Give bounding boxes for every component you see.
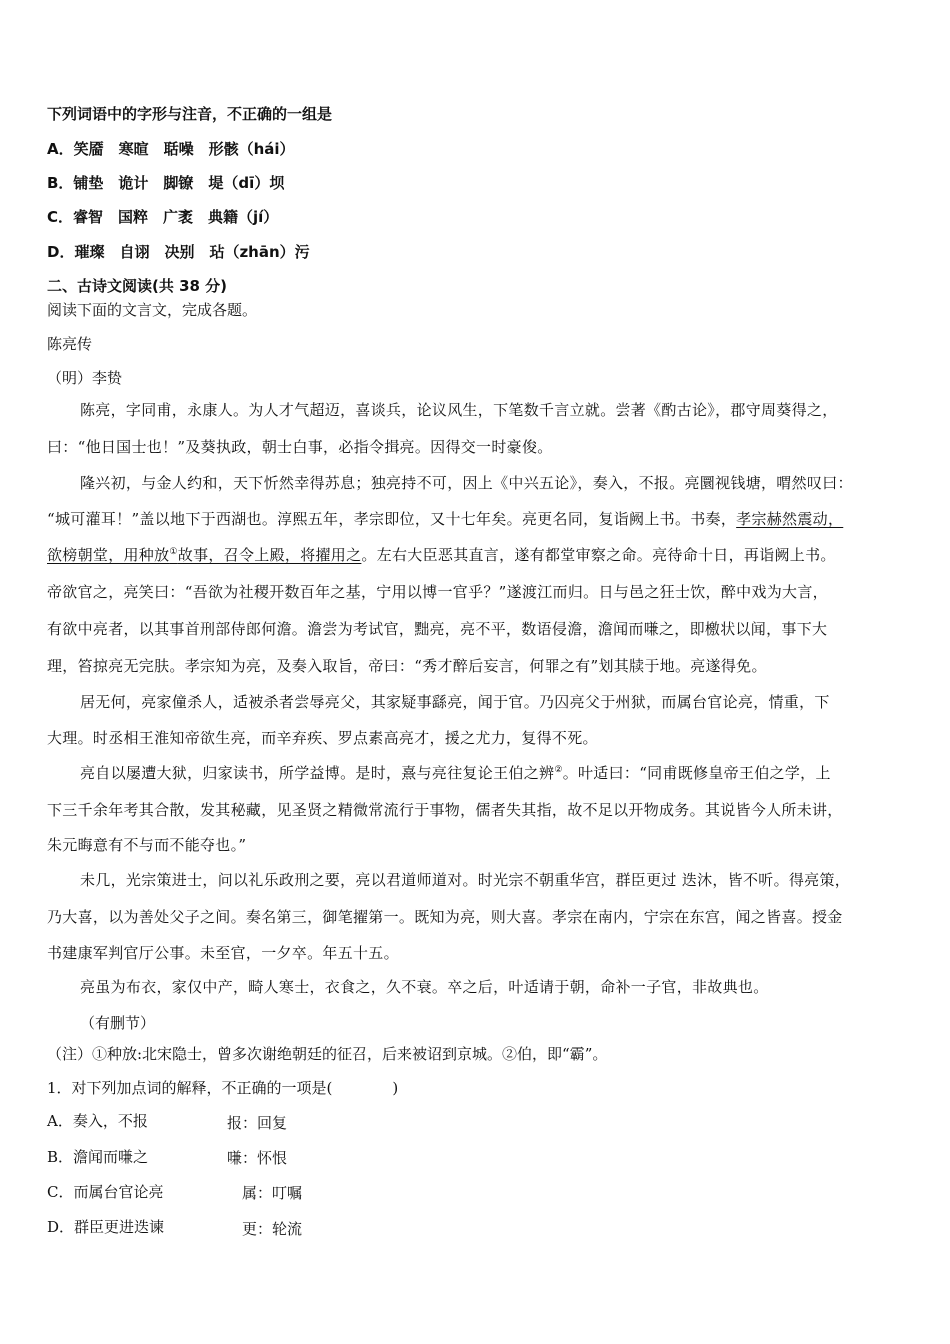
option-a: A．奏入，不报 xyxy=(47,1112,148,1130)
passage-line: 有欲中亮者，以其事首刑部侍郎何澹。澹尝为考试官，黜亮，亮不平，数语侵澹，澹闻而嗛之，即檄状以闻，事下大 xyxy=(47,620,828,638)
option-b: B．澹闻而嗛之 xyxy=(47,1148,149,1166)
option-b-explanation: 嗛：怀恨 xyxy=(227,1149,288,1167)
passage-line: 乃大喜，以为善处父子之间。奏名第三，御笔擢第一。既知为亮，则大喜。孝宗在南内，宁宗在东宫，闻之皆喜。授金 xyxy=(47,908,843,926)
passage-text: 亮自以屡遭大狱，归家读书，所学益博。是时，熹与亮往复论王伯之辨 xyxy=(80,764,555,782)
option-d: D．群臣更进迭谏 xyxy=(47,1218,165,1236)
passage-text: 。左右大臣恶其直言，遂有都堂审察之命。亮待命十日，再诣阙上书。 xyxy=(361,546,836,564)
passage-line: 隆兴初，与金人约和，天下忻然幸得苏息；独亮持不可，因上《中兴五论》，奏入，不报。亮圜视钱塘，喟然叹曰： xyxy=(80,474,853,492)
passage-line xyxy=(80,762,831,783)
passage-line: 朱元晦意有不与而不能夺也。” xyxy=(47,836,247,854)
option-d-explanation: 更：轮流 xyxy=(242,1220,303,1238)
abridged-note: （有删节） xyxy=(80,1014,156,1032)
passage-text: 。叶适曰：“同甫既修皇帝王伯之学，上 xyxy=(562,764,831,782)
passage-line: 居无何，亮家僮杀人，适被杀者尝辱亮父，其家疑事繇亮，闻于官。乃囚亮父于州狱，而属台官论亮，情重，下 xyxy=(80,693,830,711)
underlined-sentence: 孝宗赫然震动， xyxy=(736,510,844,528)
option-d: D．璀璨 自诩 决别 玷（zhān）污 xyxy=(47,243,310,261)
question-stem: 1．对下列加点词的解释，不正确的一项是( ) xyxy=(47,1079,399,1097)
question-stem: 下列词语中的字形与注音，不正确的一组是 xyxy=(47,105,333,123)
passage-text: “城可灌耳！”盖以地下于西湖也。淳熙五年，孝宗即位，又十七年矣。亮更名同，复诣阙上书。书奏， xyxy=(47,510,737,528)
passage-line: 亮虽为布衣，家仅中产，畸人寒士，衣食之，久不衰。卒之后，叶适请于朝，命补一子官，非故典也。 xyxy=(80,978,769,996)
article-author: （明）李贽 xyxy=(47,369,123,387)
article-title: 陈亮传 xyxy=(47,335,93,353)
passage-text: 故事，召令上殿，将擢用之 xyxy=(177,546,362,564)
passage-line xyxy=(47,544,836,565)
passage-line: 帝欲官之，亮笑曰：“吾欲为社稷开数百年之基，宁用以博一官乎？”遂渡江而归。日与邑之狂士饮，醉中戏为大言， xyxy=(47,583,828,601)
passage-line: 曰：“他日国士也！”及葵执政，朝士白事，必指令揖亮。因得交一时豪俊。 xyxy=(47,438,553,456)
passage-text: 欲榜朝堂，用种放 xyxy=(47,546,170,564)
option-b: B．铺垫 诡计 脚镣 堤（dī）坝 xyxy=(47,174,285,192)
underlined-sentence xyxy=(47,546,361,564)
footnote: （注）①种放:北宋隐士，曾多次谢绝朝廷的征召，后来被诏到京城。②伯，即“霸”。 xyxy=(47,1045,608,1063)
footnote-marker: ② xyxy=(554,765,563,775)
option-a: A．笑靥 寒暄 聒噪 形骸（hái） xyxy=(47,140,295,158)
option-a-explanation: 报：回复 xyxy=(227,1114,288,1132)
option-c: C．睿智 国粹 广袤 典籍（jí） xyxy=(47,208,279,226)
section-intro: 阅读下面的文言文，完成各题。 xyxy=(47,301,258,319)
option-c: C．而属台官论亮 xyxy=(47,1183,164,1201)
passage-line: 理，笞掠亮无完肤。孝宗知为亮，及奏入取旨，帝曰：“秀才醉后妄言，何罪之有”划其牍于地。亮遂得免。 xyxy=(47,657,767,675)
section-title: 二、古诗文阅读(共 38 分) xyxy=(47,277,228,295)
footnote-marker: ① xyxy=(169,547,178,557)
passage-line xyxy=(47,508,843,529)
passage-line: 下三千余年考其合散，发其秘藏，见圣贤之精微常流行于事物，儒者失其指，故不足以开物成务。其说皆今人所未讲， xyxy=(47,801,843,819)
passage-line: 未几，光宗策进士，问以礼乐政刑之要，亮以君道师道对。时光宗不朝重华宫，群臣更过 迭沐，皆不听。得亮策， xyxy=(80,871,851,889)
passage-line: 陈亮，字同甫，永康人。为人才气超迈，喜谈兵，论议风生，下笔数千言立就。尝著《酌古论》，郡守周葵得之， xyxy=(80,401,838,419)
passage-line: 大理。时丞相王淮知帝欲生亮，而辛弃疾、罗点素高亮才，援之尤力，复得不死。 xyxy=(47,729,598,747)
passage-line: 书建康军判官厅公事。未至官，一夕卒。年五十五。 xyxy=(47,944,399,962)
option-c-explanation: 属：叮嘱 xyxy=(242,1184,303,1202)
